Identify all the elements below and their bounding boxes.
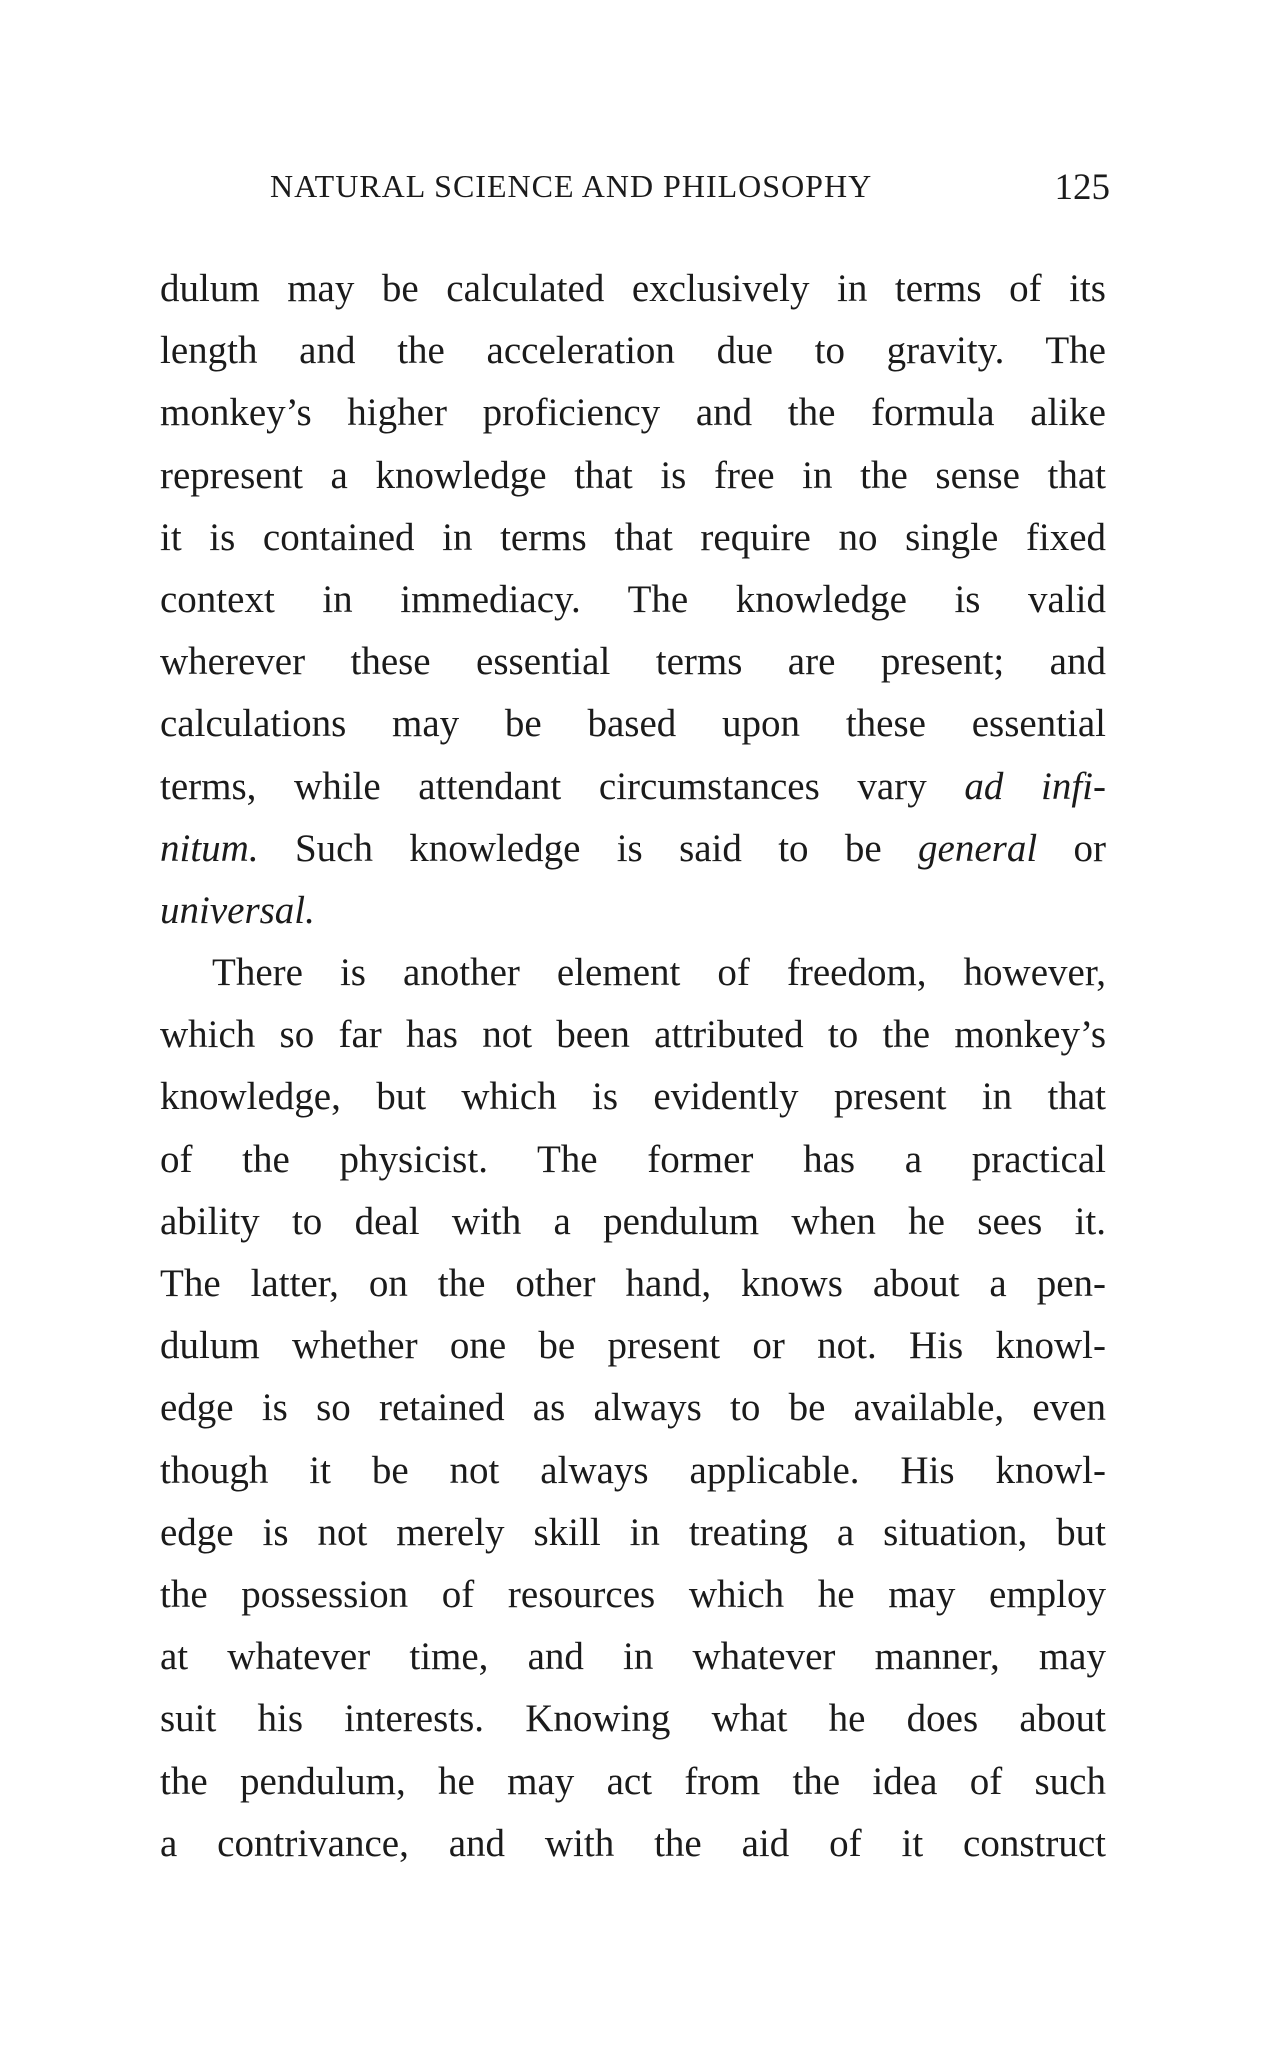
text-line: dulum whether one be present or not. His knowl- <box>160 1324 1106 1368</box>
body-text <box>160 258 1106 1875</box>
italic-phrase: ad infi- <box>964 764 1106 808</box>
text-line: edge is so retained as always to be available, even <box>160 1386 1106 1430</box>
text-segment: terms, while attendant circumstances vary <box>160 764 927 808</box>
text-line: ability to deal with a pendulum when he sees it. <box>160 1199 1106 1243</box>
text-segment: Such knowledge is said to be <box>294 826 882 870</box>
text-line: represent a knowledge that is free in the sense that <box>160 453 1106 497</box>
text-line: the pendulum, he may act from the idea of such <box>160 1759 1106 1803</box>
text-line: of the physicist. The former has a practical <box>160 1137 1106 1181</box>
italic-phrase: nitum. <box>160 826 259 870</box>
page-number: 125 <box>1054 167 1110 208</box>
paragraph-1 <box>160 258 1106 942</box>
text-line: calculations may be based upon these essential <box>160 702 1106 746</box>
text-line <box>160 880 1106 942</box>
text-line: wherever these essential terms are present; and <box>160 640 1106 684</box>
italic-phrase: general <box>918 826 1038 870</box>
running-head <box>270 168 1110 218</box>
text-line: suit his interests. Knowing what he does about <box>160 1697 1106 1741</box>
text-line: monkey’s higher proficiency and the formula alike <box>160 391 1106 435</box>
text-line: The latter, on the other hand, knows about a pen- <box>160 1262 1106 1305</box>
italic-phrase: universal. <box>160 888 315 932</box>
running-title: NATURAL SCIENCE AND PHILOSOPHY <box>270 168 873 204</box>
paragraph-2 <box>160 942 1106 1875</box>
text-line: edge is not merely skill in treating a situation, but <box>160 1510 1106 1554</box>
text-line: dulum may be calculated exclusively in terms of its <box>160 267 1106 310</box>
text-line: though it be not always applicable. His knowl- <box>160 1448 1106 1492</box>
text-line: knowledge, but which is evidently present in that <box>160 1075 1106 1119</box>
text-line: the possession of resources which he may employ <box>160 1572 1106 1616</box>
text-line: length and the acceleration due to gravity. The <box>160 329 1106 373</box>
text-line <box>160 818 1106 880</box>
text-line: at whatever time, and in whatever manner, may <box>160 1635 1106 1679</box>
text-line: context in immediacy. The knowledge is valid <box>160 577 1106 621</box>
text-line: which so far has not been attributed to the monkey’s <box>160 1013 1106 1057</box>
text-line: a contrivance, and with the aid of it construct <box>160 1821 1106 1865</box>
text-line <box>160 756 1106 818</box>
text-line: it is contained in terms that require no single fixed <box>160 515 1106 559</box>
text-line: There is another element of freedom, however, <box>212 951 1106 995</box>
text-segment: or <box>1073 826 1106 870</box>
